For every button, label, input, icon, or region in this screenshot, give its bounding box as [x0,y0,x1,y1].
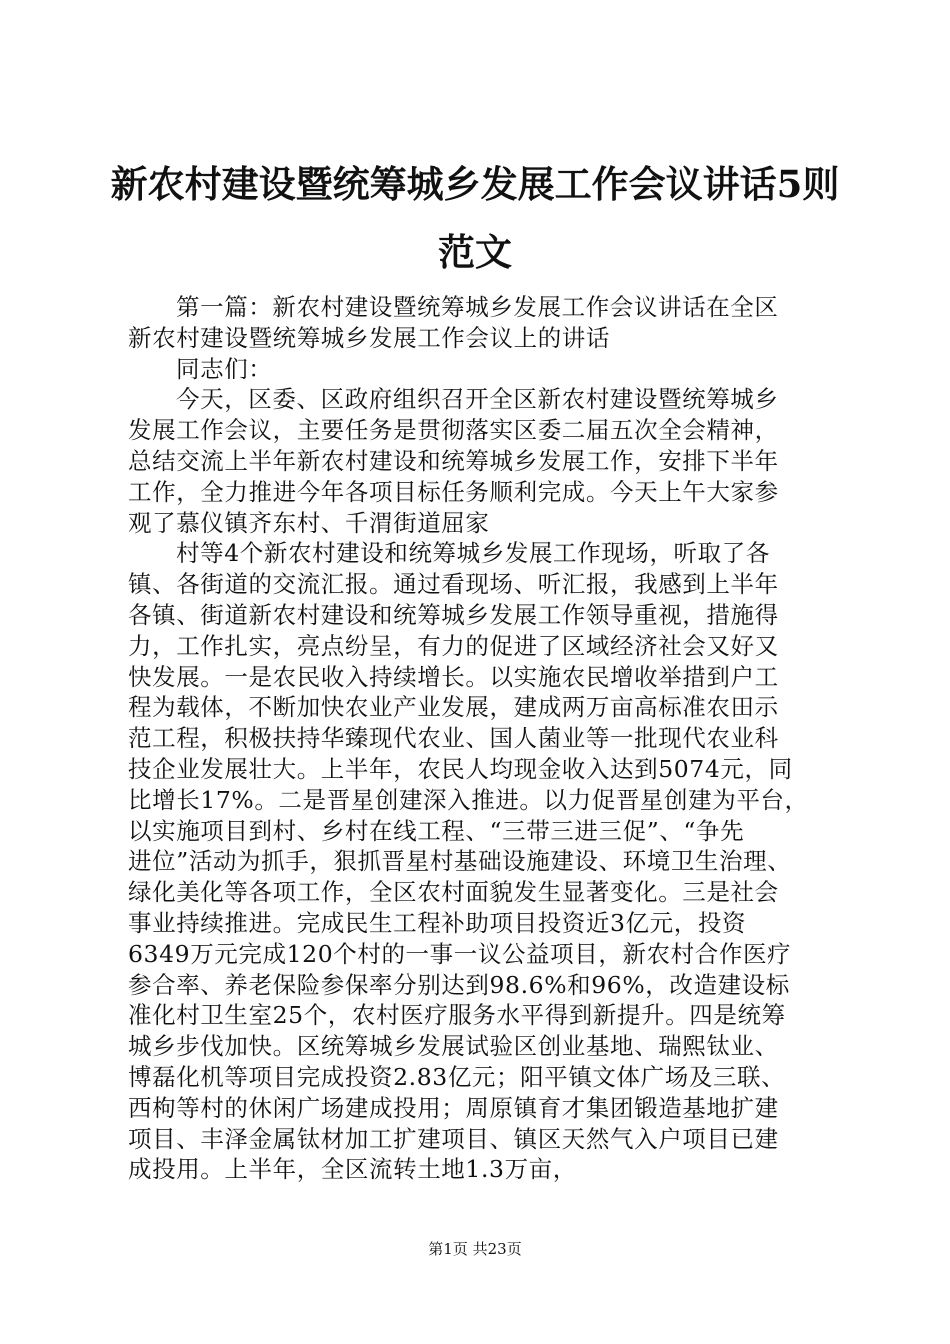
body-line: 范工程，积极扶持华臻现代农业、国人菌业等一批现代农业科 [128,724,779,753]
body-line: 工作，全力推进今年各项目标任务顺利完成。今天上午大家参 [128,477,779,506]
body-line: 程为载体，不断加快农业产业发展，建成两万亩高标准农田示 [128,693,779,722]
body-line: 第一篇：新农村建设暨统筹城乡发展工作会议讲话在全区 [176,293,779,321]
body-line: 观了慕仪镇齐东村、千渭街道屈家 [128,508,490,537]
body-line: 各镇、街道新农村建设和统筹城乡发展工作领导重视，措施得 [128,600,779,629]
body-line: 项目、丰泽金属钛材加工扩建项目、镇区天然气入户项目已建 [128,1124,779,1153]
body-line: 参合率、养老保险参保率分别达到98.6%和96%，改造建设标 [128,970,790,999]
body-line: 新农村建设暨统筹城乡发展工作会议上的讲话 [128,323,610,352]
body-line: 6349万元完成120个村的一事一议公益项目，新农村合作医疗 [128,939,792,968]
body-line: 以实施项目到村、乡村在线工程、“三带三进三促”、“争先 [128,816,745,845]
body-line: 绿化美化等各项工作，全区农村面貌发生显著变化。三是社会 [128,878,779,907]
body-line: 比增长17%。二是晋星创建深入推进。以力促晋星创建为平台， [128,785,809,814]
body-line: 准化村卫生室25个，农村医疗服务水平得到新提升。四是统筹 [128,1001,786,1030]
body-line: 技企业发展壮大。上半年，农民人均现金收入达到5074元，同 [128,754,793,783]
document-title [110,150,840,286]
body-line: 今天，区委、区政府组织召开全区新农村建设暨统筹城乡 [176,385,779,414]
body-line: 发展工作会议，主要任务是贯彻落实区委二届五次全会精神， [128,416,779,445]
body-line: 博磊化机等项目完成投资2.83亿元；阳平镇文体广场及三联、 [128,1062,786,1091]
body-line: 力，工作扎实，亮点纷呈，有力的促进了区域经济社会又好又 [128,631,779,660]
body-line: 西枸等村的休闲广场建成投用；周原镇育才集团锻造基地扩建 [128,1093,779,1122]
body-line: 事业持续推进。完成民生工程补助项目投资近3亿元，投资 [128,908,747,937]
body-line: 城乡步伐加快。区统筹城乡发展试验区创业基地、瑞熙钛业、 [128,1032,779,1061]
body-line: 镇、各街道的交流汇报。通过看现场、听汇报，我感到上半年 [128,570,779,599]
title-line-1: 新农村建设暨统筹城乡发展工作会议讲话5则 [110,162,840,206]
title-line-2: 范文 [438,230,512,274]
page-footer: 第1页 共23页 [428,1240,522,1258]
body-line: 成投用。上半年，全区流转土地1.3万亩， [128,1155,577,1184]
body-line: 进位”活动为抓手，狠抓晋星村基础设施建设、环境卫生治理、 [128,847,792,876]
body-line: 快发展。一是农民收入持续增长。以实施农民增收举措到户工 [128,662,779,691]
body-line: 村等4个新农村建设和统筹城乡发展工作现场，听取了各 [176,539,770,568]
body-line: 总结交流上半年新农村建设和统筹城乡发展工作，安排下半年 [128,446,779,475]
body-line: 同志们： [176,354,273,383]
document-body [128,292,828,1185]
